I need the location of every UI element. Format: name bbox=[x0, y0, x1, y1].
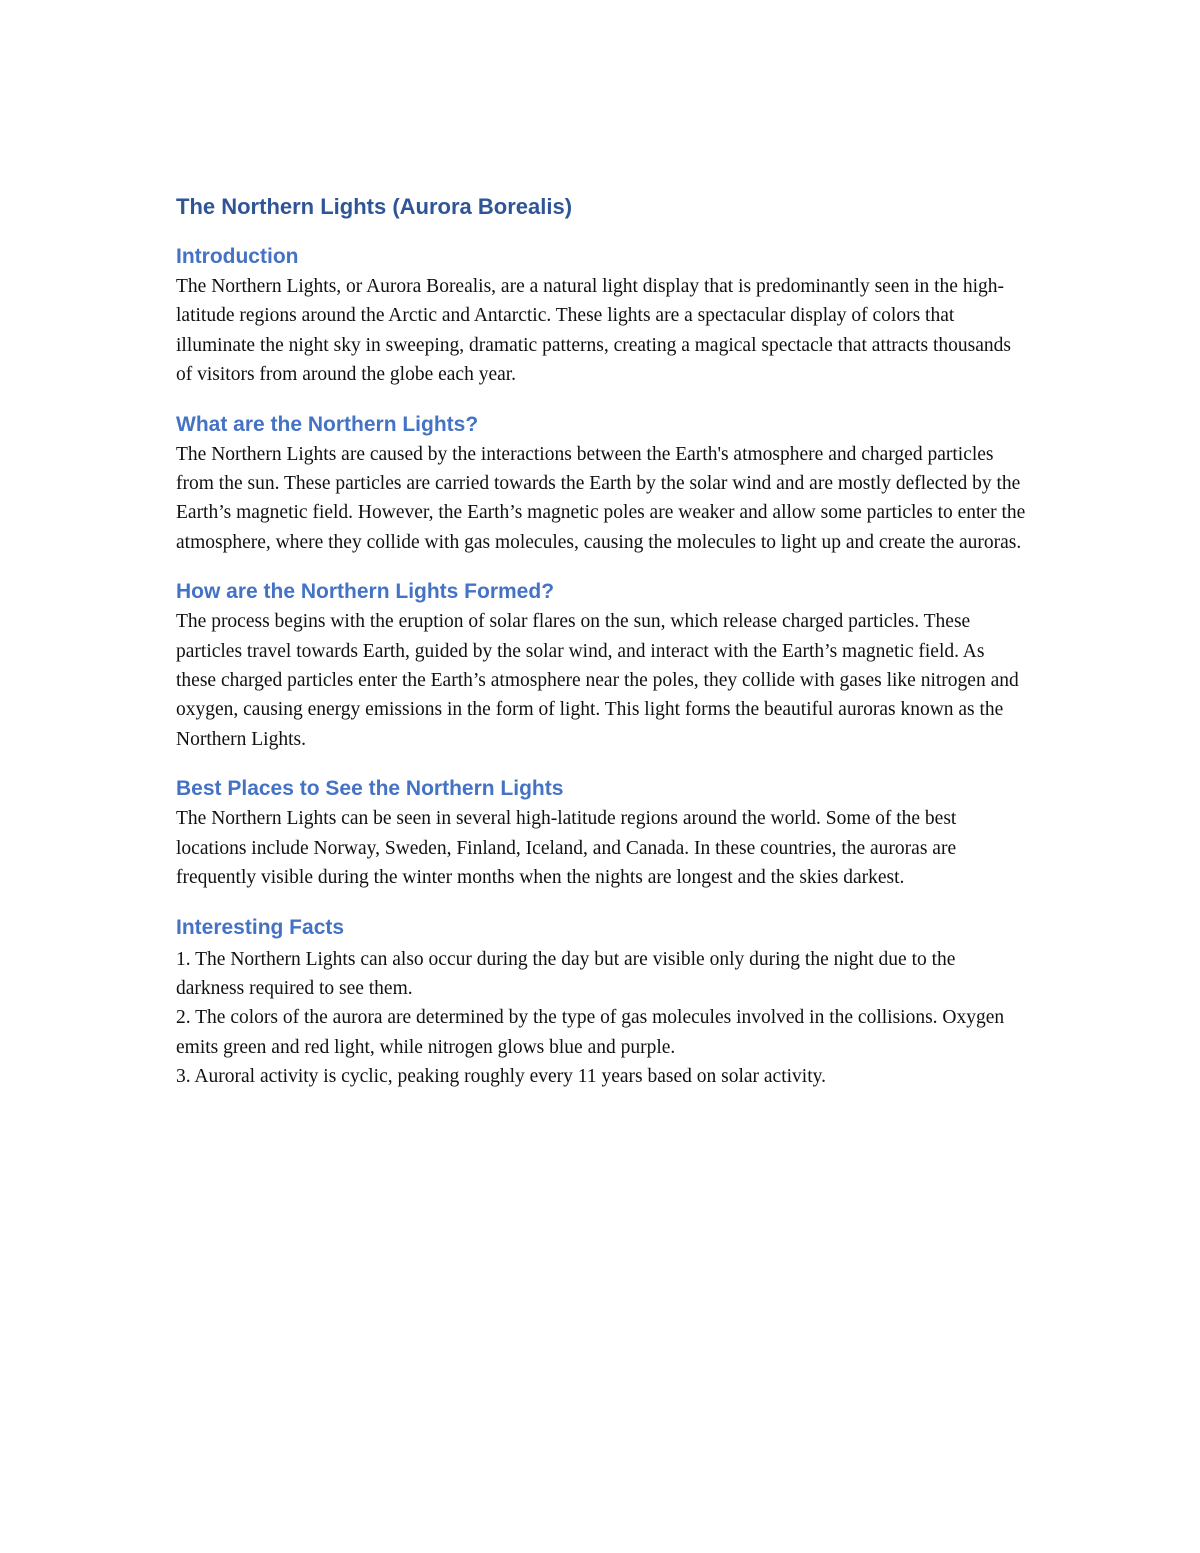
section-heading: Best Places to See the Northern Lights bbox=[176, 777, 564, 801]
fact-item: 2. The colors of the aurora are determined by the type of gas molecules involved in the collisions. Oxygen emits green and red light, while nitrogen glows blue and purple. bbox=[176, 1007, 1005, 1058]
document-body bbox=[176, 192, 1026, 1112]
document-title: The Northern Lights (Aurora Borealis) bbox=[176, 194, 573, 219]
section-paragraph: The process begins with the eruption of solar flares on the sun, which release charged particles. These particles travel towards Earth, guided by the solar wind, and interact with the Earth’s magnetic field. As these charged particles enter the Earth’s atmosphere near the poles, they collide with gases like nitrogen and oxygen, causing energy emissions in the form of light. This light forms the beautiful auroras known as the Northern Lights. bbox=[176, 611, 1019, 750]
section-heading: Introduction bbox=[176, 245, 299, 268]
section-heading: How are the Northern Lights Formed? bbox=[176, 580, 555, 604]
section-paragraph: The Northern Lights, or Aurora Borealis, are a natural light display that is predominantly seen in the high-latitude regions around the Arctic and Antarctic. These lights are a spectacular display of colors that illuminate the night sky in sweeping, dramatic patterns, creating a magical spectacle that attracts thousands of visitors from around the globe each year. bbox=[176, 276, 1011, 386]
section-paragraph: The Northern Lights can be seen in several high-latitude regions around the world. Some of the best locations include Norway, Sweden, Finland, Iceland, and Canada. In these countries, the auroras are frequently visible during the winter months when the nights are longest and the skies darkest. bbox=[176, 808, 957, 889]
section-heading: Interesting Facts bbox=[176, 915, 345, 939]
section-what-are bbox=[176, 410, 1026, 558]
section-heading: What are the Northern Lights? bbox=[176, 412, 479, 436]
fact-item: 1. The Northern Lights can also occur during the day but are visible only during the night due to the darkness required to see them. bbox=[176, 948, 956, 999]
section-how-formed bbox=[176, 577, 1026, 754]
section-introduction bbox=[176, 242, 1026, 390]
section-best-places bbox=[176, 774, 1026, 892]
section-paragraph: The Northern Lights are caused by the interactions between the Earth's atmosphere and charged particles from the sun. These particles are carried towards the Earth by the solar wind and are mostly deflected by the Earth’s magnetic field. However, the Earth’s magnetic poles are weaker and allow some particles to enter the atmosphere, where they collide with gas molecules, causing the molecules to light up and create the auroras. bbox=[176, 443, 1026, 553]
section-interesting-facts bbox=[176, 913, 1026, 1092]
fact-item: 3. Auroral activity is cyclic, peaking roughly every 11 years based on solar activity. bbox=[176, 1066, 826, 1088]
